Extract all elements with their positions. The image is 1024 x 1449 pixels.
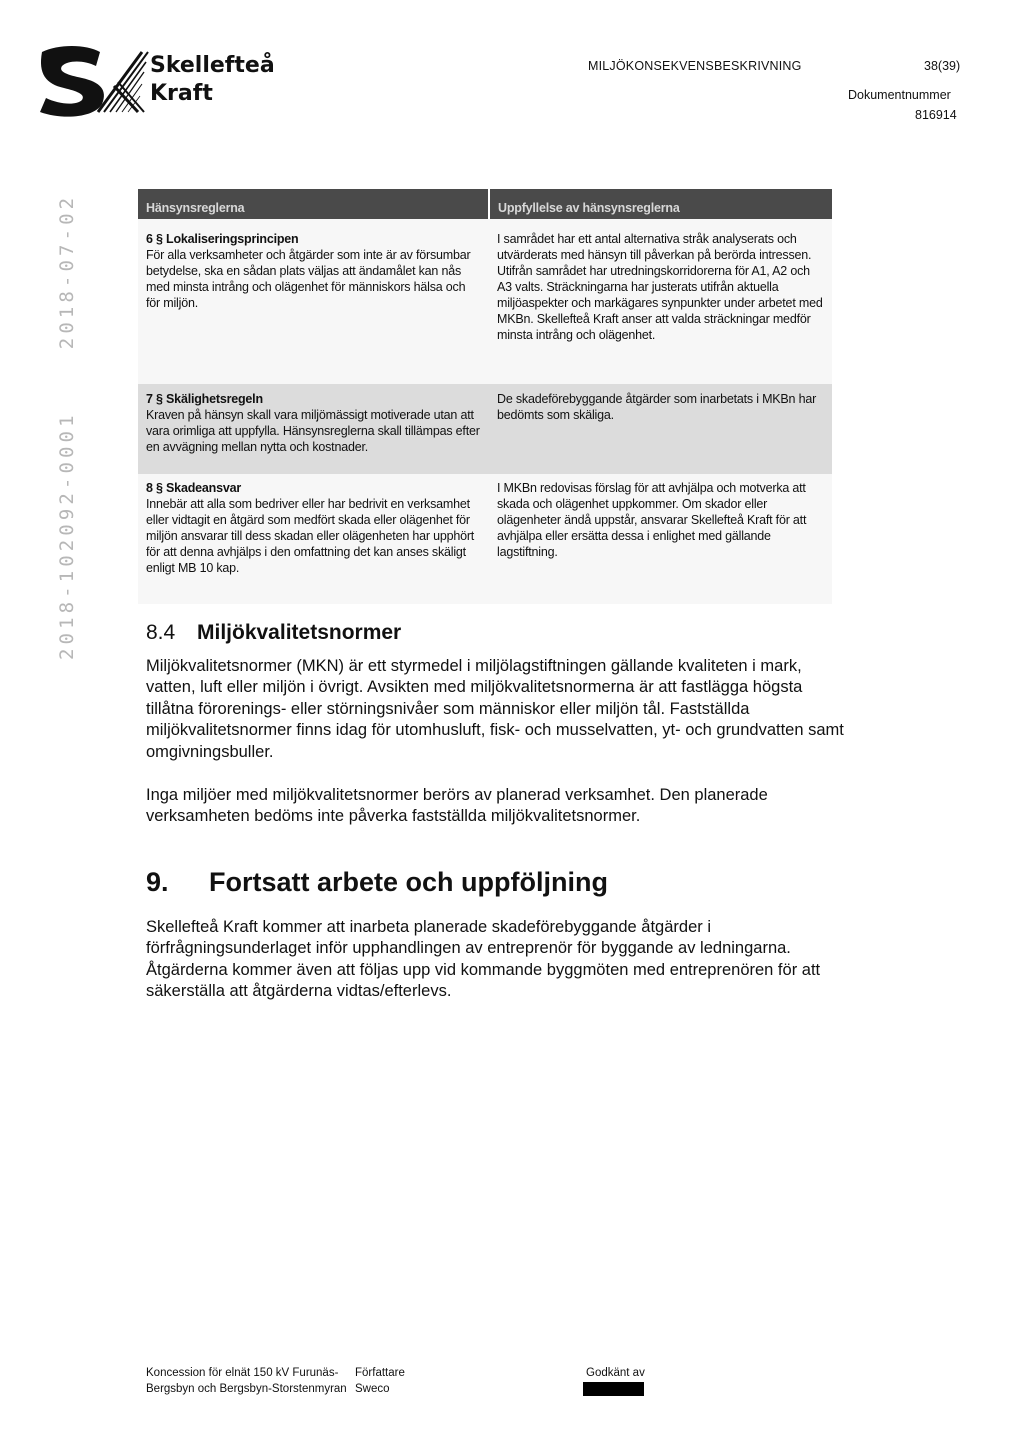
logo-s-mark: [40, 46, 104, 117]
footer-author-label: Författare: [355, 1367, 405, 1379]
table-header-fulfilment: Uppfyllelse av hänsynsreglerna: [489, 189, 832, 219]
rule-text: För alla verksamheter och åtgärder som inte är av försumbar betydelse, ska en sådan plats väljas att ändamålet kan nås med minsta intrång och olägenhet för människors hälsa och för miljön.: [146, 248, 471, 310]
logo-wordmark: [150, 52, 275, 108]
section-number: 8.4: [146, 621, 176, 644]
table-header-row: [138, 189, 832, 219]
table-row: [138, 384, 832, 474]
logo-wordmark-line2: Kraft: [150, 81, 213, 106]
footer-concession: [146, 1365, 347, 1397]
document-number: 816914: [915, 108, 957, 122]
page-number: 38(39): [924, 59, 961, 73]
table-cell-fulfilment: De skadeförebyggande åtgärder som inarbetats i MKBn har bedömts som skäliga.: [489, 384, 832, 474]
logo-wordmark-line1: Skellefteå: [150, 53, 275, 78]
rule-title: 7 § Skälighetsregeln: [146, 392, 263, 406]
section-title: Miljökvalitetsnormer: [197, 621, 402, 644]
rule-text: Kraven på hänsyn skall vara miljömässigt motiverade utan att vara orimliga att uppfylla. Hänsynsreglerna skall tillämpas efter en avvägning mellan nytta och kostnader.: [146, 408, 480, 454]
chapter-number: 9.: [146, 867, 169, 897]
paragraph: Miljökvalitetsnormer (MKN) är ett styrmedel i miljölagstiftningen gällande kvaliteten i mark, vatten, luft eller miljön i övrigt. Avsikten med miljökvalitetsnormerna är att fastlägga högsta tillåtna förorenings- eller störningsnivåer som människor eller miljön tål. Fastställda miljökvalitetsnormer finns idag för utomhusluft, fisk- och musselvatten, yt- och grundvatten samt omgivningsbuller.: [146, 657, 844, 761]
side-stamp: 2018-102092-0001 2018-07-02: [56, 193, 78, 660]
table-cell-rule: [138, 384, 489, 474]
footer-concession-line2: Bergsbyn och Bergsbyn-Storstenmyran: [146, 1383, 347, 1395]
footer-author-value: Sweco: [355, 1383, 390, 1395]
table-cell-fulfilment: I MKBn redovisas förslag för att avhjälpa och motverka att skada och olägenhet uppkommer. Om skador eller olägenheter ändå uppstår, ansvarar Skellefteå Kraft för att avhjälpa eller ersätta dessa i enlighet med gällande lagstiftning.: [489, 474, 832, 604]
chapter-title: Fortsatt arbete och uppföljning: [209, 867, 608, 897]
document-number-label: Dokumentnummer: [848, 88, 951, 102]
redaction-block: [583, 1382, 644, 1396]
paragraph: Inga miljöer med miljökvalitetsnormer berörs av planerad verksamhet. Den planerade verksamheten bedöms inte påverka fastställda miljökvalitetsnormer.: [146, 786, 768, 826]
document-type: MILJÖKONSEKVENSBESKRIVNING: [588, 59, 802, 73]
table-header-rules: Hänsynsreglerna: [138, 189, 489, 219]
rule-title: 8 § Skadeansvar: [146, 481, 241, 495]
table-row: [138, 474, 832, 604]
footer-author: [355, 1365, 405, 1397]
logo-k-mark: [98, 52, 148, 112]
footer-approved: [586, 1365, 645, 1381]
footer-concession-line1: Koncession för elnät 150 kV Furunäs-: [146, 1367, 339, 1379]
paragraph: Skellefteå Kraft kommer att inarbeta planerade skadeförebyggande åtgärder i förfrågningsunderlaget inför upphandlingen av entreprenör för byggande av ledningarna. Åtgärderna kommer även att följas upp vid kommande byggmöten med entreprenören för att säkerställa att åtgärderna vidtas/efterlevs.: [146, 918, 821, 1001]
table-cell-rule: [138, 219, 489, 384]
table-cell-fulfilment: I samrådet har ett antal alternativa stråk analyserats och utvärderats med hänsyn till påverkan på berörda intressen. Utifrån samrådet har utredningskorridorerna för A1, A2 och A3 valts. Sträckningarna har justerats utifrån aktuella miljöaspekter och markägares synpunkter under arbetet med MKBn. Skellefteå Kraft anser att valda sträckningar medför minsta intrång och olägenhet.: [489, 219, 832, 384]
rule-text: Innebär att alla som bedriver eller har bedrivit en verksamhet eller vidtagit en åtgärd som medfört skada eller olägenhet för miljön ansvarar till dess skadan eller olägenheten har upphört för att denna avhjälps i den omfattning det kan anses skäligt enligt MB 10 kap.: [146, 497, 475, 575]
rule-title: 6 § Lokaliseringsprincipen: [146, 232, 299, 246]
table-cell-rule: [138, 474, 489, 604]
footer-approved-label: Godkänt av: [586, 1367, 645, 1379]
rules-table: [138, 189, 832, 604]
table-row: [138, 219, 832, 384]
